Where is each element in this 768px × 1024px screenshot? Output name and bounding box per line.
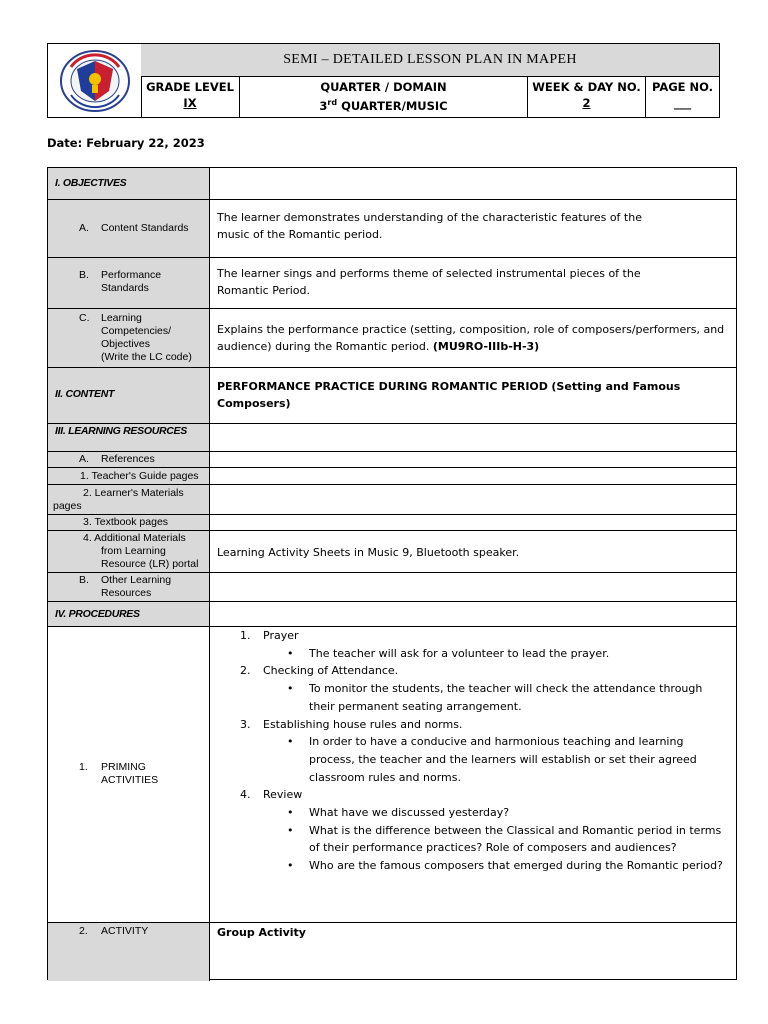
content-text: PERFORMANCE PRACTICE DURING ROMANTIC PERIOD (Setting and Famous Composers)	[217, 380, 681, 410]
objectives-heading: I. OBJECTIVES	[48, 168, 210, 199]
activity-text: Group Activity	[217, 926, 306, 939]
objectives-heading-row	[48, 168, 736, 200]
content-standards-row	[48, 200, 736, 258]
priming-item: 1. Prayer • The teacher will ask for a volunteer to lead the prayer.	[217, 627, 728, 662]
additional-materials-row: 4. Additional Materials from Learning Resource (LR) portal Learning Activity Sheets in Music 9, Bluetooth speaker.	[48, 531, 736, 573]
priming-row: 1. PRIMING ACTIVITIES 1. Prayer • The teacher will ask for a volunteer to lead the prayer. 2. Checking of Attendance. • To monitor the students, the teacher will check the attendance through their permanent seating arrangement. 3. Establishing house rules and norms. • In order to have a conducive and harmonious teaching and learning process, the teacher and the learners will establish or set their agreed classroom rules and norms. 4. Review • What have we discussed yesterday? • What is the difference between the Classical and Romantic period in terms of their performance practices? Role of composers and audiences? • Who are the famous composers that emerged during the Romantic period?	[48, 627, 736, 923]
lesson-plan-table	[47, 167, 737, 980]
priming-item-title: Prayer	[263, 629, 299, 642]
lesson-plan-header	[47, 43, 720, 118]
performance-standards-row	[48, 258, 736, 309]
bullet-icon: •	[287, 859, 294, 873]
competencies-label-cell: C. Learning Competencies/ Objectives (Write the LC code)	[48, 309, 210, 367]
references-label: References	[101, 453, 155, 465]
priming-list	[217, 627, 728, 875]
other-resources-row: B. Other Learning Resources	[48, 573, 736, 602]
competencies-row	[48, 309, 736, 368]
grade-level-cell	[141, 77, 240, 117]
content-standards-text: The learner demonstrates understanding of the characteristic features of the music of the Romantic period.	[217, 211, 642, 241]
textbook-row	[48, 515, 736, 531]
bullet-icon: •	[287, 682, 294, 696]
content-standards-label: Content Standards	[101, 222, 189, 234]
performance-standards-text: The learner sings and performs theme of selected instrumental pieces of the Romantic Period.	[217, 267, 641, 297]
competencies-label: Learning Competencies/ Objectives (Write the LC code)	[101, 312, 192, 363]
lesson-date: Date: February 22, 2023	[47, 136, 205, 150]
priming-item: 2. Checking of Attendance. • To monitor the students, the teacher will check the attendance through their permanent seating arrangement.	[217, 662, 728, 715]
plan-title: SEMI – DETAILED LESSON PLAN IN MAPEH	[141, 44, 719, 77]
resources-heading-row	[48, 424, 736, 452]
week-day-cell	[528, 77, 646, 117]
priming-subitem: • Who are the famous composers that emerged during the Romantic period?	[263, 857, 728, 875]
performance-standards-label-cell: B. Performance Standards	[48, 258, 210, 308]
content-row	[48, 368, 736, 424]
activity-row: 2. ACTIVITY Group Activity	[48, 923, 736, 981]
bullet-icon: •	[287, 806, 294, 820]
priming-subitem: • The teacher will ask for a volunteer to lead the prayer.	[263, 645, 728, 663]
activity-label: ACTIVITY	[101, 925, 149, 937]
deped-seal-icon	[59, 49, 131, 113]
priming-subitem: • To monitor the students, the teacher will check the attendance through their permanent seating arrangement.	[287, 682, 703, 713]
page-no-label: PAGE NO.	[651, 80, 714, 94]
priming-label: PRIMING ACTIVITIES	[101, 761, 159, 786]
other-resources-label: Other Learning Resources	[101, 574, 172, 599]
procedures-heading-row	[48, 602, 736, 627]
competencies-text: Explains the performance practice (setting, composition, role of composers/performers, and audience) during the Romantic period. (MU9RO-IIIb-H-3)	[217, 323, 725, 353]
lc-code: (MU9RO-IIIb-H-3)	[432, 340, 540, 353]
procedures-heading: IV. PROCEDURES	[48, 602, 210, 626]
priming-item: 4. Review • What have we discussed yesterday? • What is the difference between the Classical and Romantic period in terms of their performance practices? Role of composers and audiences? • Who are the famous composers that emerged during the Romantic period?	[217, 786, 728, 875]
bullet-icon: •	[287, 646, 294, 660]
objectives-heading-empty	[210, 168, 736, 199]
priming-subitem: • What have we discussed yesterday?	[263, 804, 728, 822]
page-no-cell	[646, 77, 719, 117]
priming-item-title: Review	[263, 788, 303, 802]
page-no-value: ___	[673, 96, 692, 110]
quarter-domain-value: 3rd QUARTER/MUSIC	[319, 98, 448, 113]
resources-heading: III. LEARNING RESOURCES	[48, 424, 210, 451]
priming-item-title: Checking of Attendance.	[263, 664, 399, 678]
priming-subitem: • What is the difference between the Classical and Romantic period in terms of their performance practices? Role of composers and audiences?	[287, 823, 722, 855]
teachers-guide-row	[48, 468, 736, 485]
grade-level-label: GRADE LEVEL	[146, 80, 234, 94]
bullet-icon: •	[287, 823, 294, 837]
additional-materials-text: Learning Activity Sheets in Music 9, Bluetooth speaker.	[217, 546, 520, 559]
grade-level-value: IX	[183, 96, 197, 110]
priming-content	[210, 627, 736, 922]
priming-item: 3. Establishing house rules and norms. • In order to have a conducive and harmonious teaching and learning process, the teacher and the learners will establish or set their agreed classroom rules and norms.	[217, 716, 728, 787]
quarter-domain-label: QUARTER / DOMAIN	[320, 80, 447, 94]
week-day-label: WEEK & DAY NO.	[532, 80, 641, 94]
priming-subitem: • In order to have a conducive and harmonious teaching and learning process, the teacher and the learners will establish or set their agreed classroom rules and norms.	[287, 735, 697, 784]
references-row: A. References	[48, 452, 736, 468]
logo-cell	[48, 44, 142, 117]
teachers-guide-label: 1. Teacher's Guide pages	[80, 470, 199, 482]
content-heading: II. CONTENT	[48, 368, 210, 423]
week-day-value: 2	[582, 96, 591, 110]
priming-item-title: Establishing house rules and norms.	[263, 717, 463, 731]
learners-materials-label: 2. Learner's Materials	[83, 487, 184, 499]
bullet-icon: •	[287, 735, 294, 749]
performance-standards-label: Performance Standards	[101, 269, 162, 294]
textbook-label: 3. Textbook pages	[83, 516, 169, 528]
learners-materials-row: 2. Learner's Materials pages	[48, 485, 736, 515]
quarter-domain-cell	[240, 77, 528, 117]
additional-materials-label: 4. Additional Materials	[83, 532, 186, 544]
content-standards-label-cell: A. Content Standards	[48, 200, 210, 257]
